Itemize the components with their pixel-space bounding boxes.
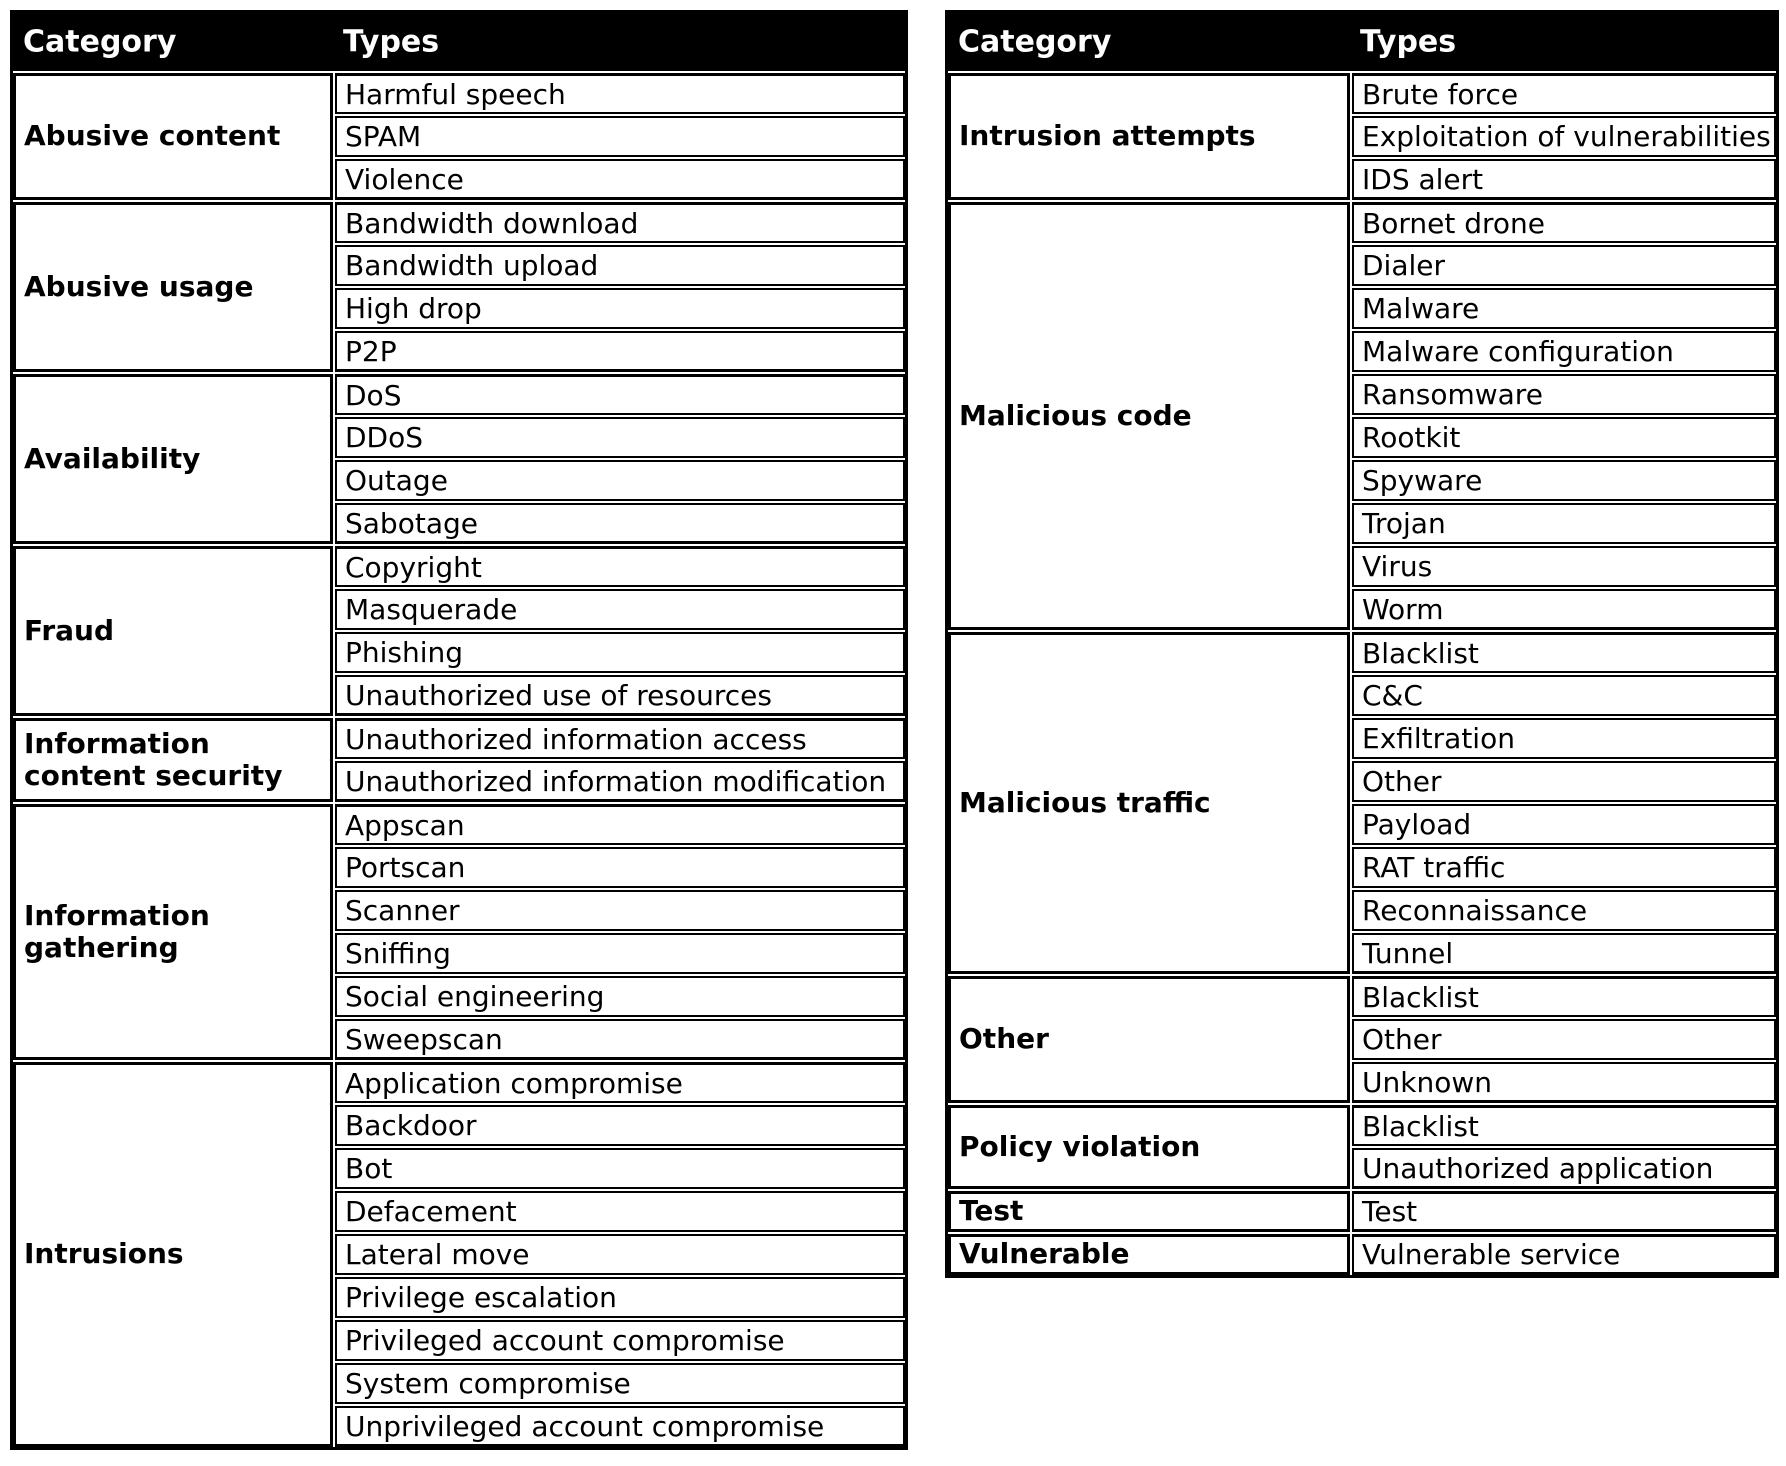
type-cell: Trojan — [1352, 503, 1776, 544]
type-cell: Bandwidth upload — [335, 245, 905, 286]
type-cell: Spyware — [1352, 460, 1776, 501]
table-header-row — [13, 13, 905, 71]
type-cell: Dialer — [1352, 245, 1776, 286]
type-cell: Blacklist — [1352, 632, 1776, 673]
category-cell: Other — [948, 976, 1350, 1103]
type-cell: Sniffing — [335, 933, 905, 974]
type-cell: Worm — [1352, 589, 1776, 630]
category-cell: Information gathering — [13, 804, 333, 1060]
type-cell: Payload — [1352, 804, 1776, 845]
type-cell: Sweepscan — [335, 1019, 905, 1060]
type-cell: Unprivileged account compromise — [335, 1406, 905, 1447]
type-cell: Tunnel — [1352, 933, 1776, 974]
type-cell: Scanner — [335, 890, 905, 931]
type-cell: C&C — [1352, 675, 1776, 716]
type-cell: Unauthorized information access — [335, 718, 905, 759]
category-cell: Availability — [13, 374, 333, 544]
type-cell: Application compromise — [335, 1062, 905, 1103]
type-cell: Bornet drone — [1352, 202, 1776, 243]
type-cell: Exfiltration — [1352, 718, 1776, 759]
type-cell: Masquerade — [335, 589, 905, 630]
category-cell: Intrusion attempts — [948, 73, 1350, 200]
category-cell: Abusive content — [13, 73, 333, 200]
column-header-category: Category — [23, 24, 177, 60]
type-cell: Unauthorized application — [1352, 1148, 1776, 1189]
type-cell: Exploitation of vulnerabilities — [1352, 116, 1776, 157]
table-header-row — [948, 13, 1776, 71]
type-cell: Ransomware — [1352, 374, 1776, 415]
type-cell: Privileged account compromise — [335, 1320, 905, 1361]
category-cell: Information content security — [13, 718, 333, 802]
category-cell: Test — [948, 1191, 1350, 1232]
type-cell: Malware — [1352, 288, 1776, 329]
type-cell: Sabotage — [335, 503, 905, 544]
type-cell: Phishing — [335, 632, 905, 673]
type-cell: Other — [1352, 1019, 1776, 1060]
category-cell: Vulnerable — [948, 1234, 1350, 1275]
type-cell: Harmful speech — [335, 73, 905, 114]
type-cell: Vulnerable service — [1352, 1234, 1776, 1275]
category-cell: Intrusions — [13, 1062, 333, 1447]
type-cell: Brute force — [1352, 73, 1776, 114]
type-cell: Malware configuration — [1352, 331, 1776, 372]
type-cell: Virus — [1352, 546, 1776, 587]
type-cell: Other — [1352, 761, 1776, 802]
type-cell: Unauthorized information modification — [335, 761, 905, 802]
type-cell: Unauthorized use of resources — [335, 675, 905, 716]
type-cell: Rootkit — [1352, 417, 1776, 458]
type-cell: Blacklist — [1352, 1105, 1776, 1146]
category-cell: Policy violation — [948, 1105, 1350, 1189]
type-cell: Appscan — [335, 804, 905, 845]
type-cell: SPAM — [335, 116, 905, 157]
type-cell: DDoS — [335, 417, 905, 458]
type-cell: Lateral move — [335, 1234, 905, 1275]
type-cell: Backdoor — [335, 1105, 905, 1146]
type-cell: DoS — [335, 374, 905, 415]
column-header-category: Category — [958, 24, 1112, 60]
category-cell: Malicious traffic — [948, 632, 1350, 974]
type-cell: Social engineering — [335, 976, 905, 1017]
category-cell: Fraud — [13, 546, 333, 716]
type-cell: Violence — [335, 159, 905, 200]
type-cell: Reconnaissance — [1352, 890, 1776, 931]
type-cell: Copyright — [335, 546, 905, 587]
type-cell: Test — [1352, 1191, 1776, 1232]
type-cell: System compromise — [335, 1363, 905, 1404]
type-cell: High drop — [335, 288, 905, 329]
column-header-types: Types — [343, 24, 440, 60]
type-cell: Bandwidth download — [335, 202, 905, 243]
type-cell: IDS alert — [1352, 159, 1776, 200]
type-cell: P2P — [335, 331, 905, 372]
type-cell: Blacklist — [1352, 976, 1776, 1017]
type-cell: Bot — [335, 1148, 905, 1189]
category-types-table-right — [945, 10, 1779, 1278]
category-cell: Abusive usage — [13, 202, 333, 372]
category-cell: Malicious code — [948, 202, 1350, 630]
type-cell: Privilege escalation — [335, 1277, 905, 1318]
type-cell: Unknown — [1352, 1062, 1776, 1103]
type-cell: Outage — [335, 460, 905, 501]
type-cell: RAT traffic — [1352, 847, 1776, 888]
type-cell: Portscan — [335, 847, 905, 888]
type-cell: Defacement — [335, 1191, 905, 1232]
column-header-types: Types — [1360, 24, 1457, 60]
category-types-table-left — [10, 10, 908, 1450]
